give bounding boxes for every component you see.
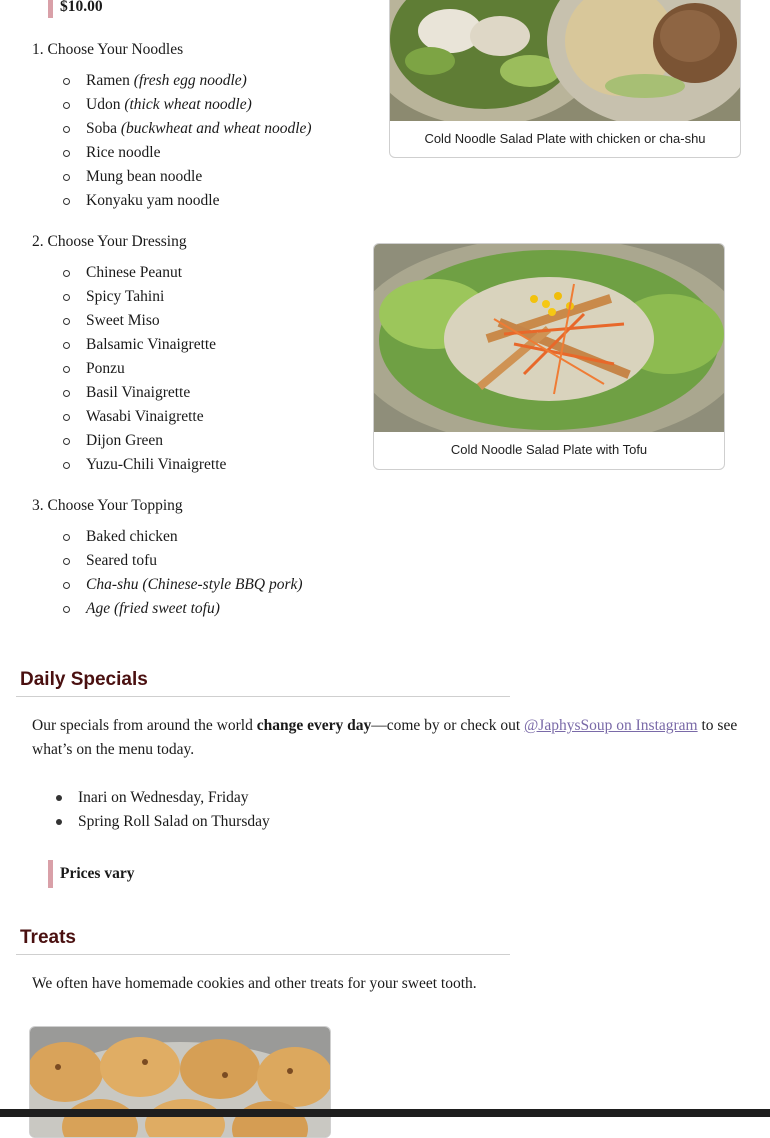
list-item: Age (fried sweet tofu) [32, 597, 303, 621]
list-item: Udon (thick wheat noodle) [32, 93, 312, 117]
list-item: Inari on Wednesday, Friday [16, 786, 270, 810]
specials-price: Prices vary [48, 860, 134, 888]
step-1-title: 1. Choose Your Noodles [32, 41, 184, 58]
list-item: Sweet Miso [32, 309, 226, 333]
list-item: Wasabi Vinaigrette [32, 405, 226, 429]
bottom-edge-bar [0, 1109, 770, 1117]
chicken-plate-figure [389, 0, 741, 158]
list-item: Soba (buckwheat and wheat noodle) [32, 117, 312, 141]
tofu-plate-figure [373, 243, 725, 470]
list-item: Konyaku yam noodle [32, 189, 312, 213]
dressing-options [32, 261, 226, 477]
instagram-link[interactable]: @JaphysSoup on Instagram [524, 717, 698, 734]
cookies-figure [29, 1026, 331, 1138]
list-item: Spicy Tahini [32, 285, 226, 309]
cookies-photo [30, 1027, 330, 1137]
noodle-options [32, 69, 312, 213]
list-item: Basil Vinaigrette [32, 381, 226, 405]
list-item: Chinese Peanut [32, 261, 226, 285]
list-item: Yuzu-Chili Vinaigrette [32, 453, 226, 477]
list-item: Baked chicken [32, 525, 303, 549]
daily-specials-text: Our specials from around the world change every day—come by or check out @JaphysSoup on Instagram to see what’s on the menu today. [32, 717, 738, 758]
list-item: Ramen (fresh egg noodle) [32, 69, 312, 93]
list-item: Dijon Green [32, 429, 226, 453]
list-item: Cha-shu (Chinese-style BBQ pork) [32, 573, 303, 597]
list-item: Mung bean noodle [32, 165, 312, 189]
step-2-title: 2. Choose Your Dressing [32, 233, 187, 250]
list-item: Seared tofu [32, 549, 303, 573]
step-3-title: 3. Choose Your Topping [32, 497, 183, 514]
list-item: Balsamic Vinaigrette [32, 333, 226, 357]
list-item: Rice noodle [32, 141, 312, 165]
list-item: Spring Roll Salad on Thursday [16, 810, 270, 834]
chicken-plate-caption: Cold Noodle Salad Plate with chicken or cha-shu [424, 131, 706, 146]
daily-specials-heading: Daily Specials [16, 666, 510, 697]
tofu-plate-caption: Cold Noodle Salad Plate with Tofu [450, 442, 648, 457]
treats-heading: Treats [16, 924, 510, 955]
specials-list [16, 786, 270, 834]
bold-text: change every day [256, 717, 372, 734]
topping-options [32, 525, 303, 621]
chicken-plate-photo [390, 0, 740, 121]
treats-text: We often have homemade cookies and other treats for your sweet tooth. [32, 975, 477, 992]
list-item: Ponzu [32, 357, 226, 381]
tofu-plate-photo [374, 244, 724, 432]
noodle-price: $10.00 [48, 0, 103, 18]
